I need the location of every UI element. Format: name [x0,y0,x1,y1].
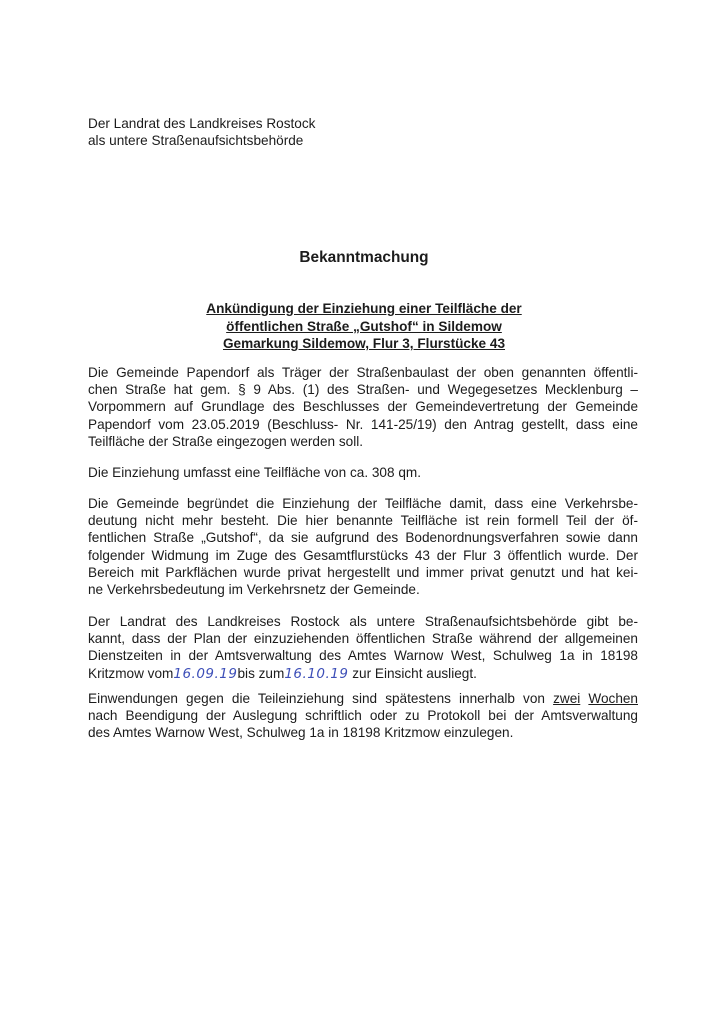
paragraph-5 [88,690,638,742]
document-heading: Bekanntmachung [299,249,429,266]
einsicht-text: zur Einsicht ausliegt. [348,665,477,681]
paragraph-4 [88,613,638,683]
paragraph-2 [88,464,638,481]
sender-block [88,115,315,149]
kritzmow-vom-text: Kritzmow vom [88,665,174,681]
paragraph-3-line: Die Gemeinde begründet die Einziehung der Teilfläche damit, dass eine Verkehrsbe- [88,496,638,511]
paragraph-3-line: ne Verkehrsbedeutung im Verkehrsnetz der Gemeinde. [88,582,420,598]
paragraph-1-line: Vorpommern auf Grundlage des Beschlusses der Gemeindevertretung der Gemeinde [88,399,638,415]
paragraph-4-line: Dienstzeiten in der Amtsverwaltung des Amtes Warnow West, Schulweg 1a in 18198 [88,648,638,664]
paragraph-3-line: fentlichen Straße „Gutshof“, da sie aufgrund des Bodenordnungsverfahren sowie dann [88,530,638,546]
paragraph-1 [88,364,638,450]
paragraph-3-line: deutung nicht mehr besteht. Die hier benannte Teilfläche ist rein formell Teil der öf- [88,513,638,529]
paragraph-4-line: kannt, dass der Plan der einzuziehenden öffentlichen Straße während der allgemeinen [88,631,638,647]
paragraph-2-line: Die Einziehung umfasst eine Teilfläche von ca. 308 qm. [88,465,421,480]
subject-line-2: öffentlichen Straße „Gutshof“ in Sildemow [226,318,502,334]
paragraph-4-last-line [88,665,638,683]
paragraph-3 [88,495,638,598]
deadline-unit: Wochen [588,691,638,706]
paragraph-4-line: Der Landrat des Landkreises Rostock als untere Straßenaufsichtsbehörde gibt be- [88,614,638,629]
paragraph-1-line: chen Straße hat gem. § 9 Abs. (1) des Straßen- und Wegegesetzes Mecklenburg – [88,382,638,398]
paragraph-3-line: folgender Widmung im Zuge des Gesamtflurstücks 43 der Flur 3 öffentlich wurde. Der [88,547,638,563]
subject-line-1: Ankündigung der Einziehung einer Teilfläche der [206,301,522,316]
subject-line-3: Gemarkung Sildemow, Flur 3, Flurstücke 43 [222,336,506,351]
paragraph-1-line: Teilfläche der Straße eingezogen werden soll. [88,433,364,449]
paragraph-5-line-1 [88,690,638,707]
handwritten-date-to: 16.10.19 [284,665,349,682]
deadline-number: zwei [553,691,581,706]
handwritten-date-from: 16.09.19 [173,665,238,682]
paragraph-5-line-2: nach Beendigung der Auslegung schriftlich oder zu Protokoll bei der Amtsverwaltung [88,708,638,724]
paragraph-5-line-3: des Amtes Warnow West, Schulweg 1a in 18198 Kritzmow einzulegen. [88,725,514,741]
subject-block [0,300,728,353]
deadline-prefix: Einwendungen gegen die Teileinziehung sind spätestens innerhalb von [88,691,554,706]
paragraph-3-line: Bereich mit Parkflächen wurde privat hergestellt und immer privat genutzt und hat kei- [88,564,638,580]
paragraph-1-line: Papendorf vom 23.05.2019 (Beschluss- Nr. 141-25/19) den Antrag gestellt, dass eine [88,416,638,432]
paragraph-1-line: Die Gemeinde Papendorf als Träger der Straßenbaulast der oben genannten öffentli- [88,365,638,380]
sender-line-2: als untere Straßenaufsichtsbehörde [88,133,304,148]
sender-line-1: Der Landrat des Landkreises Rostock [88,116,316,131]
bis-zum-text: bis zum [237,665,285,681]
